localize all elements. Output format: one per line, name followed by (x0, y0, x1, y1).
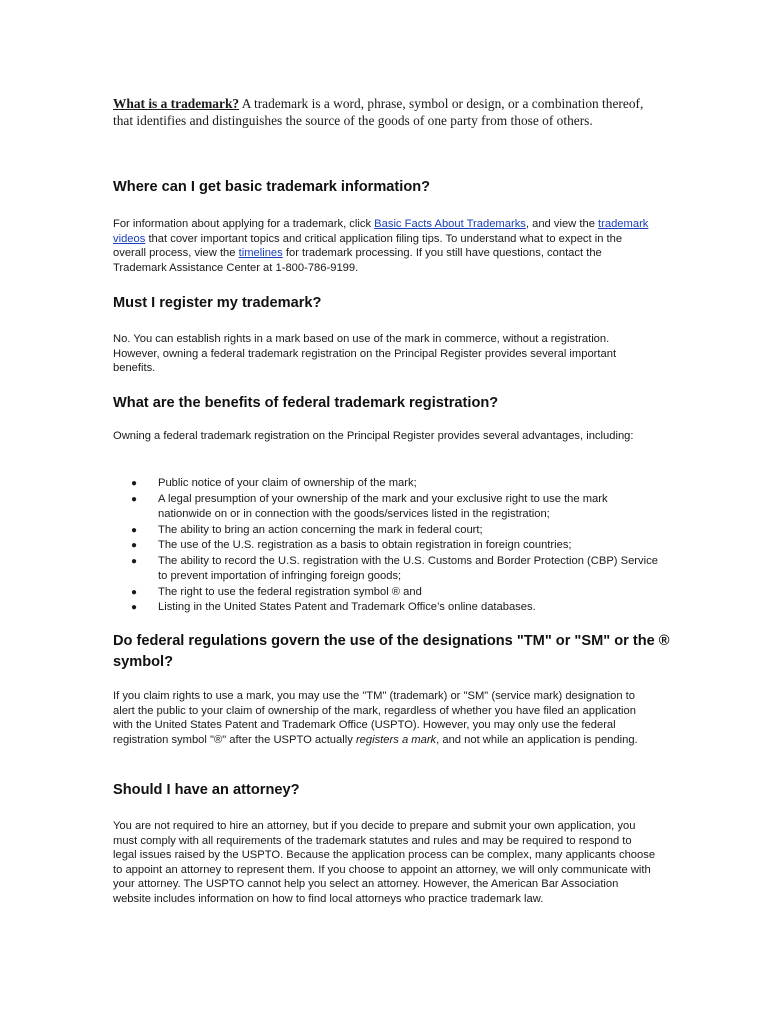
intro-term: What is a trademark? (113, 96, 240, 111)
basic-info-text-b: , and view the (525, 218, 599, 230)
list-item: ● A legal presumption of your ownership of the mark and your exclusive right to use the mark nationwide on or in connection with the goods/services listed in the registration; (113, 492, 658, 523)
intro-paragraph (113, 95, 658, 129)
basic-info-text-c: that cover important topics and critical application filing tips. To understand what to expect in the overall process, view the (113, 232, 623, 259)
list-item: ● The right to use the federal registration symbol ® and (113, 585, 658, 601)
link-basic-facts[interactable]: Basic Facts About Trademarks (374, 218, 526, 230)
list-item: ● The use of the U.S. registration as a basis to obtain registration in foreign countries; (113, 538, 658, 554)
designations-paragraph (113, 689, 658, 747)
list-item: ● Public notice of your claim of ownership of the mark; (113, 476, 658, 492)
heading-attorney: Should I have an attorney? (113, 782, 300, 798)
list-item: ● The ability to record the U.S. registration with the U.S. Customs and Border Protection (CBP) Service to prevent importation of infringing foreign goods; (113, 554, 658, 585)
bullet-icon: ● (131, 555, 138, 567)
intro-text: A trademark is a word, phrase, symbol or design, or a combination thereof, that identifies and distinguishes the source of the goods of one party from those of others. (113, 96, 644, 128)
link-timelines[interactable]: timelines (238, 247, 283, 259)
heading-must-register: Must I register my trademark? (113, 295, 322, 311)
must-register-paragraph: No. You can establish rights in a mark based on use of the mark in commerce, without a registration. However, owning a federal trademark registration on the Principal Register provides several important benefits. (113, 333, 617, 374)
attorney-paragraph: You are not required to hire an attorney, but if you decide to prepare and submit your own application, you must comply with all requirements of the trademark statutes and rules and may be required to respond to legal issues raised by the USPTO. Because the application process can be complex, many applicants choose to appoint an attorney to represent them. If you choose to appoint an attorney, we will only communicate with your attorney. The USPTO cannot help you select an attorney. However, the American Bar Association website includes information on how to find local attorneys who practice trademark law. (113, 820, 656, 905)
heading-designations: Do federal regulations govern the use of the designations "TM" or "SM" or the ® symbol? (113, 633, 670, 670)
benefits-paragraph: Owning a federal trademark registration on the Principal Register provides several advantages, including: (113, 430, 634, 442)
bullet-icon: ● (131, 493, 138, 505)
basic-info-text-a: For information about applying for a trademark, click (113, 218, 375, 230)
list-item: ● Listing in the United States Patent and Trademark Office’s online databases. (113, 600, 658, 616)
designations-text-a: If you claim rights to use a mark, you may use the "TM" (trademark) or "SM" (service mark) designation to alert the public to your claim of ownership of the mark, regardless of whether you have filed an application with the United States Patent and Trademark Office (USPTO). However, you may only use the federal registration symbol "®" after the USPTO actually (113, 690, 636, 746)
basic-info-paragraph (113, 217, 658, 275)
bullet-icon: ● (131, 540, 138, 551)
designations-emphasis: registers a mark (355, 733, 437, 746)
heading-basic-info: Where can I get basic trademark information? (113, 179, 431, 195)
bullet-icon: ● (131, 586, 138, 598)
basic-info-text-d: for trademark processing. If you still have questions, contact the Trademark Assistance Center at 1-800-786-9199. (113, 247, 602, 274)
list-item: ● The ability to bring an action concerning the mark in federal court; (113, 523, 658, 539)
bullet-icon: ● (131, 478, 138, 489)
bullet-icon: ● (131, 524, 138, 536)
heading-benefits: What are the benefits of federal trademark registration? (113, 395, 499, 411)
benefits-list (113, 476, 658, 616)
link-trademark-videos[interactable]: trademark videos (113, 218, 649, 245)
designations-text-b: , and not while an application is pending. (436, 733, 638, 746)
bullet-icon: ● (131, 602, 138, 613)
